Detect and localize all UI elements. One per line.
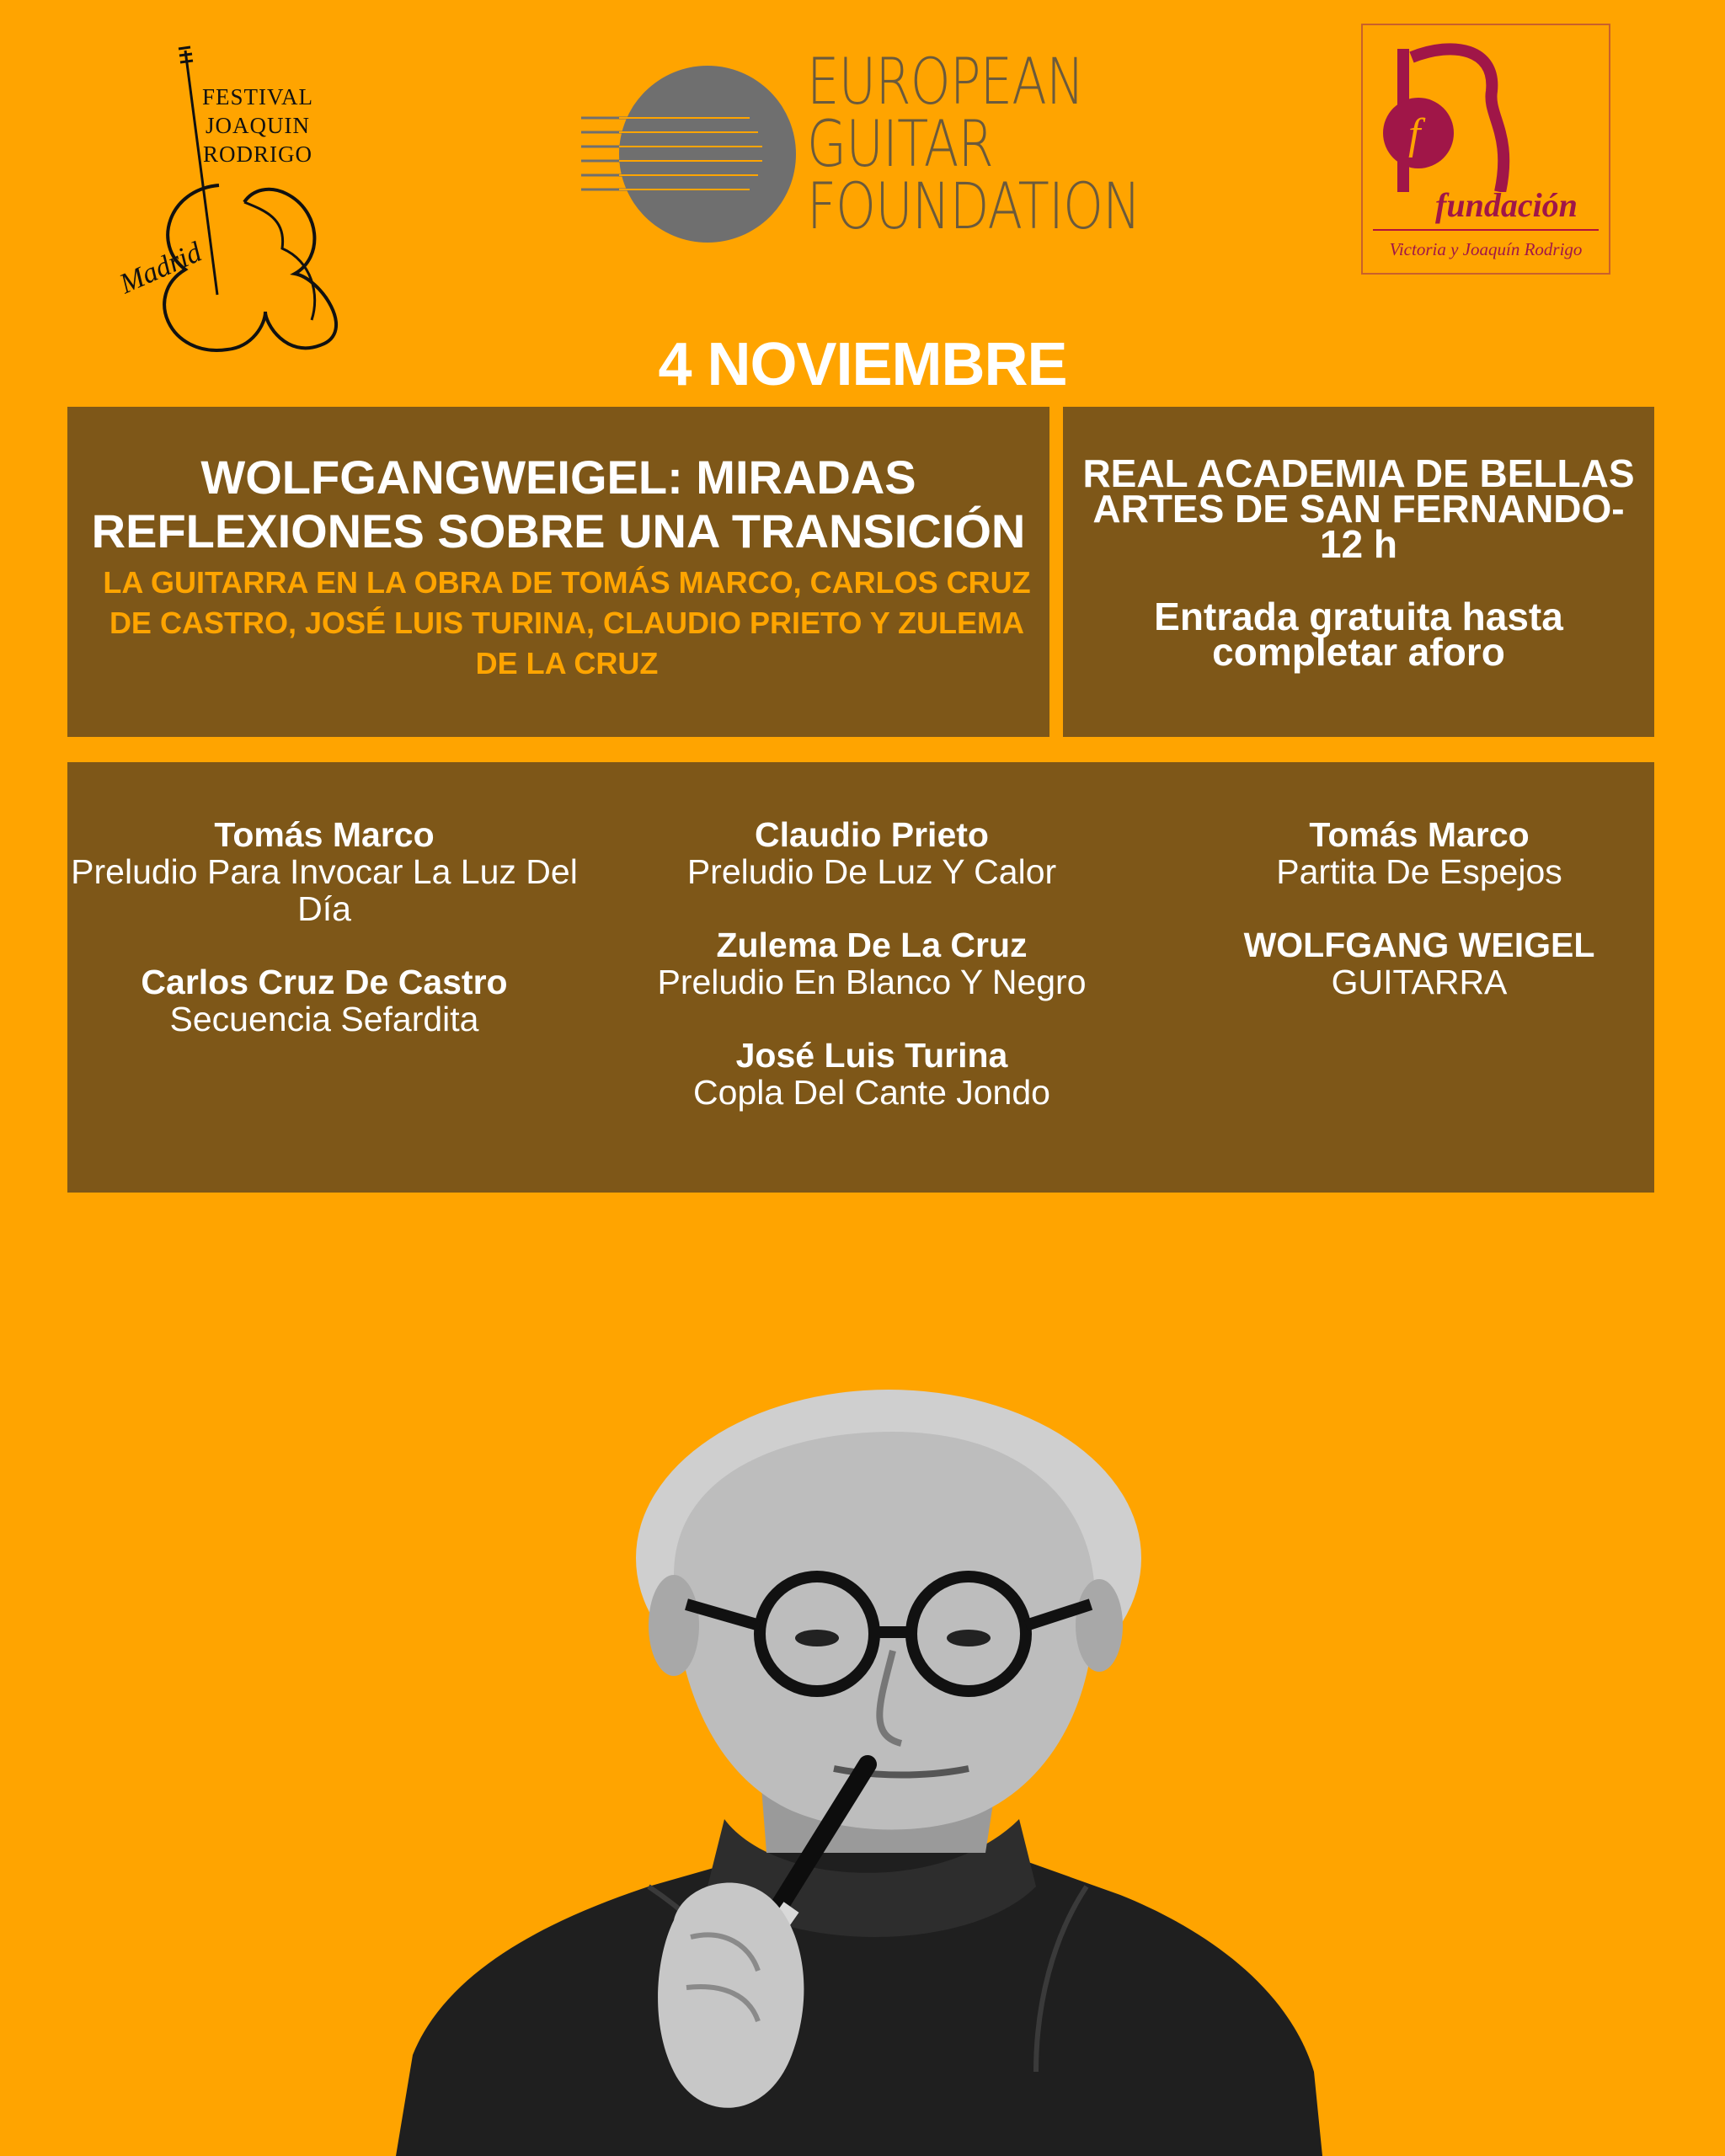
concert-subtitle: LA GUITARRA EN LA OBRA DE TOMÁS MARCO, CARLOS CRUZ DE CASTRO, JOSÉ LUIS TURINA, CLAUDIO PRIETO Y ZULEMA DE LA CRUZ — [103, 565, 1031, 680]
program-item — [67, 963, 581, 1038]
egf-line-2: GUITAR — [807, 106, 994, 181]
egf-line-3: FOUNDATION — [807, 168, 1140, 243]
work-title: Preludio Para Invocar La Luz Del Día — [71, 852, 578, 928]
entry-line-2: completar aforo — [1212, 630, 1505, 674]
program-item — [615, 926, 1129, 1001]
festival-madrid-script: Madrid — [115, 236, 206, 301]
program-column-1 — [67, 816, 581, 1074]
fundacion-word: fundación — [1435, 186, 1578, 224]
program-box — [67, 762, 1654, 1193]
fundacion-f-emblem-icon — [1361, 24, 1610, 192]
work-title: Partita De Espejos — [1276, 852, 1562, 891]
european-guitar-foundation-logo — [581, 44, 1154, 261]
festival-joaquin-rodrigo-logo — [115, 42, 362, 362]
work-title: Secuencia Sefardita — [169, 1000, 479, 1038]
program-item — [615, 816, 1129, 890]
work-title: Copla Del Cante Jondo — [693, 1073, 1050, 1112]
performer-portrait-photo — [396, 1381, 1339, 2156]
program-column-2 — [615, 816, 1129, 1147]
event-date: 4 NOVIEMBRE — [658, 331, 1067, 398]
fundacion-rodrigo-logo — [1361, 24, 1612, 276]
program-item — [1162, 926, 1676, 1001]
venue-line-1: REAL ACADEMIA DE BELLAS — [1082, 451, 1635, 495]
composer-name: Zulema De La Cruz — [716, 926, 1028, 964]
program-item — [1162, 816, 1676, 890]
fundacion-divider — [1373, 229, 1599, 231]
composer-name: José Luis Turina — [735, 1036, 1008, 1075]
festival-line-2: JOAQUIN — [206, 113, 311, 138]
concert-title — [67, 451, 1049, 558]
venue-line-2: ARTES DE SAN FERNANDO- — [1092, 487, 1625, 531]
venue-box — [1063, 407, 1654, 737]
entry-info — [1063, 595, 1654, 674]
festival-line-1: FESTIVAL — [202, 84, 314, 109]
program-item — [67, 816, 581, 927]
performer-instrument: GUITARRA — [1331, 963, 1508, 1001]
entry-line-1: Entrada gratuita hasta — [1154, 595, 1563, 638]
venue-info — [1063, 451, 1654, 566]
composer-name: Claudio Prieto — [755, 815, 989, 854]
fundacion-subtitle: Victoria y Joaquín Rodrigo — [1389, 239, 1583, 259]
egf-line-1: EUROPEAN — [807, 44, 1084, 119]
concert-title-line-2: REFLEXIONES SOBRE UNA TRANSICIÓN — [91, 504, 1026, 558]
festival-line-3: RODRIGO — [203, 141, 313, 167]
work-title: Preludio En Blanco Y Negro — [657, 963, 1087, 1001]
program-column-3 — [1162, 816, 1676, 1037]
guitar-circle-icon — [581, 51, 800, 261]
composer-name: Tomás Marco — [214, 815, 435, 854]
venue-time: 12 h — [1319, 522, 1398, 566]
work-title: Preludio De Luz Y Calor — [686, 852, 1057, 891]
performer-name: WOLFGANG WEIGEL — [1243, 926, 1595, 964]
concert-title-box — [67, 407, 1049, 737]
composer-name: Tomás Marco — [1309, 815, 1530, 854]
concert-title-line-1: WOLFGANGWEIGEL: MIRADAS — [200, 451, 916, 504]
composer-name: Carlos Cruz De Castro — [141, 963, 508, 1001]
festival-logo-text — [202, 83, 313, 168]
egf-logo-text — [807, 44, 1140, 243]
svg-text:f: f — [1408, 110, 1421, 158]
program-item — [615, 1037, 1129, 1111]
